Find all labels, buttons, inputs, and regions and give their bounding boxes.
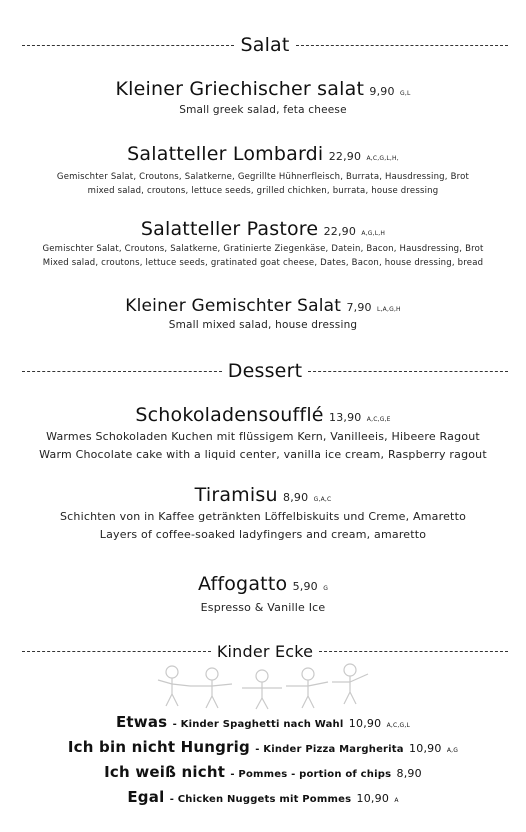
item-price: 5,90 xyxy=(292,580,318,593)
item-description-de: Gemischter Salat, Croutons, Salatkerne, Gegrillte Hühnerfleisch, Burrata, Hausdressing, Brot xyxy=(56,172,470,182)
item-description: Espresso & Vanille Ice xyxy=(200,601,326,614)
menu-item-salat-2 xyxy=(0,143,526,198)
kids-item-description: Kinder Spaghetti nach Wahl xyxy=(180,719,344,730)
section-title-salat: Salat xyxy=(240,34,290,56)
item-allergens: G,L xyxy=(400,90,411,97)
item-allergens: A,C,G,L,H, xyxy=(366,155,399,162)
divider-line xyxy=(308,371,508,372)
item-description-en: Warm Chocolate cake with a liquid center, vanilla ice cream, Raspberry ragout xyxy=(39,448,487,461)
kids-menu-item-3: Ich weiß nicht - Pommes - portion of chips 8,90 xyxy=(104,763,422,781)
kids-item-description: Pommes - portion of chips xyxy=(238,769,392,780)
section-title-kinder: Kinder Ecke xyxy=(216,642,314,661)
item-allergens: A,C,G,E xyxy=(366,416,391,423)
item-name: Affogatto xyxy=(197,573,288,595)
menu-item-dessert-2 xyxy=(0,484,526,544)
kids-item-price: 10,90 xyxy=(348,717,382,730)
kids-item-price: 10,90 xyxy=(409,742,442,755)
item-name: Kleiner Gemischter Salat xyxy=(125,296,342,316)
menu-item-salat-1 xyxy=(0,78,526,118)
divider-line xyxy=(319,651,508,652)
kids-item-allergens: A,C,G,L xyxy=(386,722,411,729)
kids-menu-item-1: Etwas - Kinder Spaghetti nach Wahl 10,90 A,C,G,L xyxy=(115,713,411,731)
item-name: Kleiner Griechischer salat xyxy=(115,78,365,100)
item-description-de: Schichten von in Kaffee getränkten Löffelbiskuits und Creme, Amaretto xyxy=(59,510,467,523)
item-price: 13,90 xyxy=(329,411,362,424)
divider-line xyxy=(296,45,508,46)
item-description-de: Warmes Schokoladen Kuchen mit flüssigem Kern, Vanilleeis, Hibeere Ragout xyxy=(46,430,480,443)
item-description-en: Layers of coffee-soaked ladyfingers and cream, amaretto xyxy=(99,528,427,541)
divider-line xyxy=(22,45,234,46)
section-title-dessert: Dessert xyxy=(227,360,303,382)
section-header-dessert xyxy=(22,360,508,382)
item-name: Schokoladensoufflé xyxy=(135,404,324,426)
item-price: 22,90 xyxy=(328,150,362,163)
item-name: Salatteller Pastore xyxy=(140,218,319,240)
kids-item-description: Chicken Nuggets mit Pommes xyxy=(177,794,352,805)
kids-item-name: Etwas xyxy=(115,713,168,731)
item-description-en: mixed salad, croutons, lettuce seeds, grilled chichken, burrata, house dressing xyxy=(87,186,439,196)
item-description: Small mixed salad, house dressing xyxy=(168,319,358,331)
section-header-kinder xyxy=(22,642,508,661)
kids-item-description: Kinder Pizza Margherita xyxy=(263,744,404,755)
menu-item-dessert-3 xyxy=(0,573,526,617)
children-holding-hands-icon xyxy=(150,660,376,710)
item-price: 22,90 xyxy=(323,225,357,238)
item-allergens: G,A,C xyxy=(313,496,332,503)
kids-item-price: 10,90 xyxy=(356,792,390,805)
kids-item-name: Egal xyxy=(127,788,165,806)
kids-item-name: Ich bin nicht Hungrig xyxy=(67,738,250,756)
menu-item-salat-4 xyxy=(0,296,526,333)
kids-item-allergens: A,G xyxy=(446,747,459,754)
menu-item-salat-3 xyxy=(0,218,526,270)
item-allergens: G xyxy=(323,585,329,592)
menu-item-dessert-1 xyxy=(0,404,526,464)
kids-menu-item-2: Ich bin nicht Hungrig - Kinder Pizza Margherita 10,90 A,G xyxy=(67,738,459,756)
item-description-de: Gemischter Salat, Croutons, Salatkerne, Gratinierte Ziegenkäse, Datein, Bacon, Hausdressing, Brot xyxy=(42,244,484,254)
item-name: Tiramisu xyxy=(194,484,278,506)
kids-item-name: Ich weiß nicht xyxy=(104,763,226,781)
item-allergens: A,G,L,H xyxy=(361,230,386,237)
item-allergens: L,A,G,H xyxy=(377,306,401,313)
divider-line xyxy=(22,651,211,652)
kids-item-allergens: A xyxy=(394,797,399,804)
section-header-salat xyxy=(22,34,508,56)
kids-item-price: 8,90 xyxy=(396,767,422,780)
item-name: Salatteller Lombardi xyxy=(127,143,324,165)
item-description: Small greek salad, feta cheese xyxy=(179,104,347,116)
item-description-en: Mixed salad, croutons, lettuce seeds, gratinated goat cheese, Dates, Bacon, house dressing, bread xyxy=(42,258,484,268)
item-price: 9,90 xyxy=(369,85,395,98)
divider-line xyxy=(22,371,222,372)
item-price: 7,90 xyxy=(346,301,372,314)
kids-menu-item-4: Egal - Chicken Nuggets mit Pommes 10,90 A xyxy=(127,788,399,806)
item-price: 8,90 xyxy=(283,491,309,504)
